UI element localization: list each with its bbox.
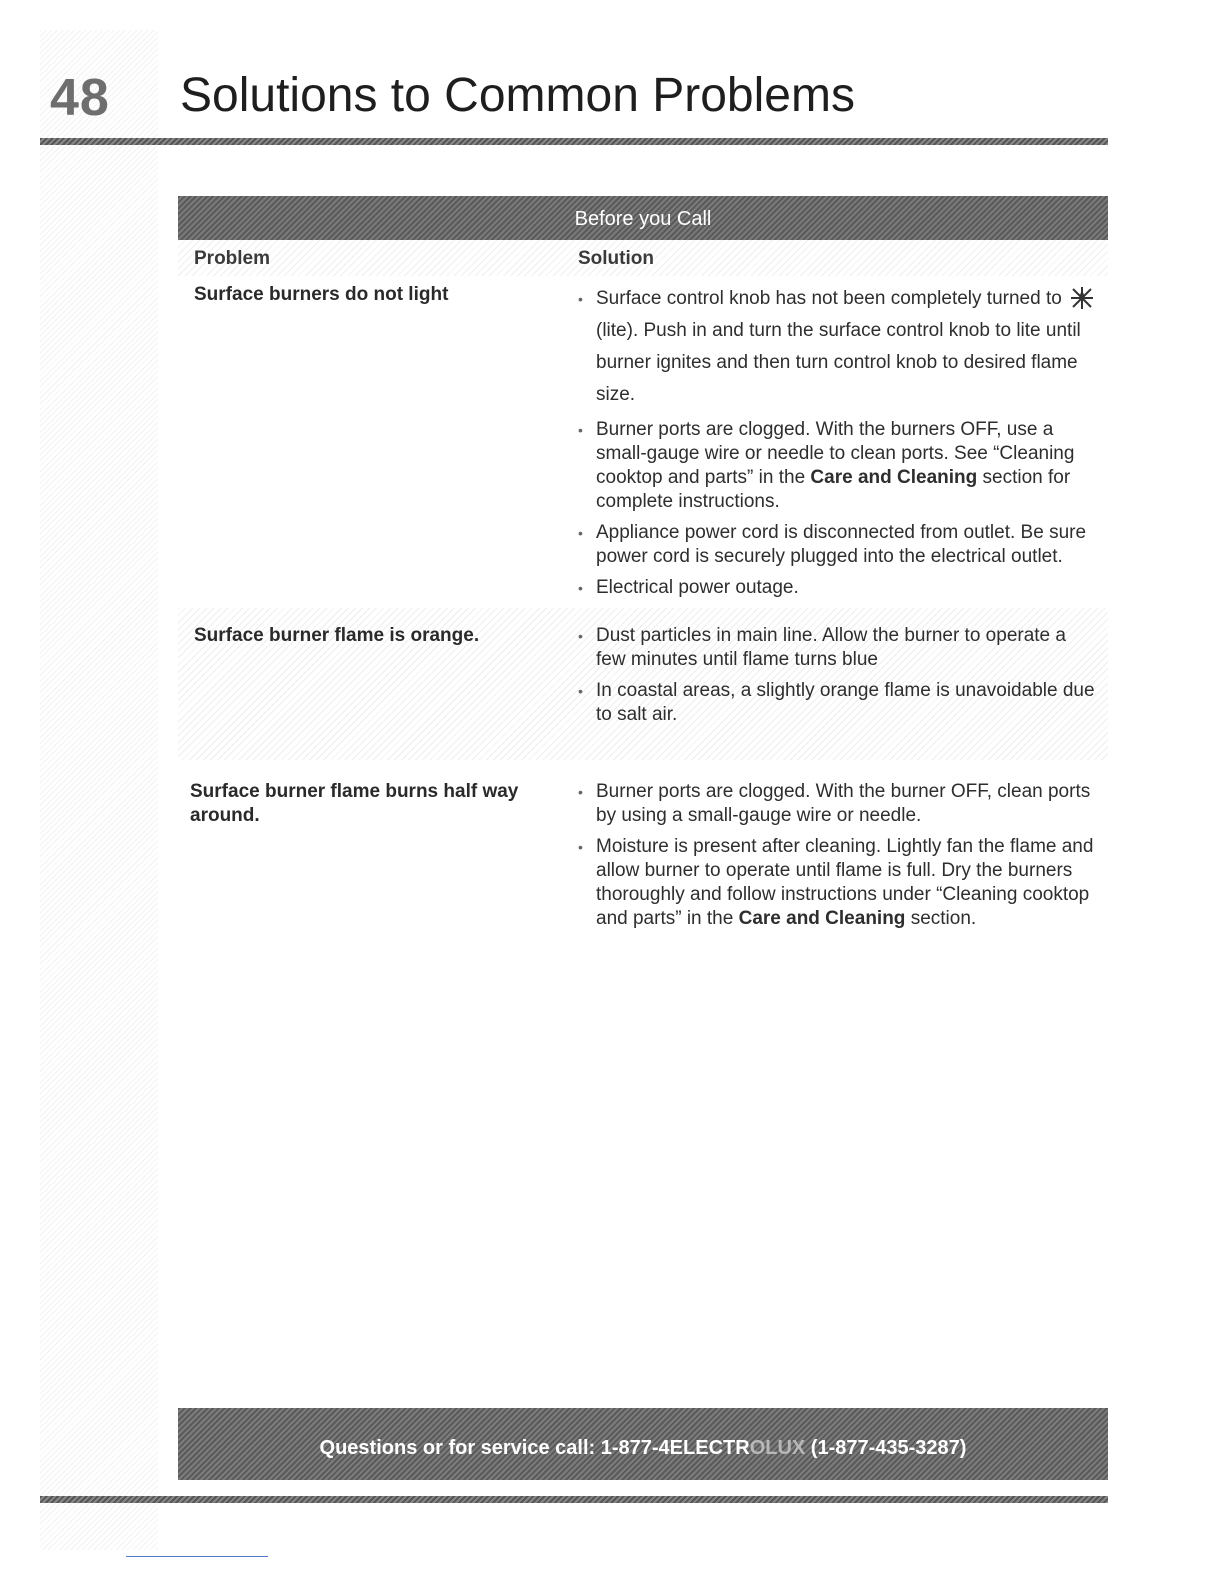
solution-item: • Surface control knob has not been completely turned to (lite). Push in and turn the surface control knob to lite until burner ignites and then turn control knob to desired flame size. — [578, 283, 1098, 411]
page-number: 48 — [50, 69, 110, 127]
solutions-flame-half-way — [578, 780, 1098, 938]
solution-column-header: Solution — [578, 248, 654, 269]
service-call-text: Questions or for service call: 1-877-4ELECTR — [319, 1437, 750, 1459]
solutions-flame-orange — [578, 624, 1098, 734]
decorative-side-strip — [40, 30, 158, 1550]
service-call-faded-text: OLUX — [749, 1437, 806, 1459]
problem-flame-half-way: Surface burner flame burns half way around. — [190, 781, 519, 826]
solution-item: • Moisture is present after cleaning. Lightly fan the flame and allow burner to operate until flame is full. Dry the burners thoroughly and follow instructions under “Cleaning cooktop and parts” in the Care and Cleaning section. — [578, 835, 1098, 931]
service-call-number: (1-877-435-3287) — [805, 1437, 967, 1459]
solution-item: • Electrical power outage. — [578, 576, 1098, 600]
top-divider — [40, 138, 1108, 145]
solution-item: • Dust particles in main line. Allow the burner to operate a few minutes until flame turns blue — [578, 624, 1098, 672]
solution-item: • Appliance power cord is disconnected from outlet. Be sure power cord is securely plugged into the electrical outlet. — [578, 521, 1098, 569]
solutions-burners-do-not-light — [578, 283, 1098, 607]
service-call-banner — [178, 1408, 1108, 1480]
problem-burners-do-not-light: Surface burners do not light — [194, 284, 449, 305]
bottom-divider — [40, 1496, 1108, 1503]
problem-flame-orange: Surface burner flame is orange. — [194, 625, 480, 646]
table-header: Before you Call — [178, 196, 1108, 240]
solution-item: • Burner ports are clogged. With the burner OFF, clean ports by using a small-gauge wire or needle. — [578, 780, 1098, 828]
bottom-underline — [126, 1556, 268, 1557]
page-title: Solutions to Common Problems — [180, 69, 855, 122]
solution-item: • In coastal areas, a slightly orange flame is unavoidable due to salt air. — [578, 679, 1098, 727]
lite-burner-icon — [1069, 285, 1095, 311]
problem-column-header: Problem — [194, 248, 271, 269]
solution-item: • Burner ports are clogged. With the burners OFF, use a small-gauge wire or needle to clean ports. See “Cleaning cooktop and parts” in the Care and Cleaning section for complete instructions. — [578, 418, 1098, 514]
